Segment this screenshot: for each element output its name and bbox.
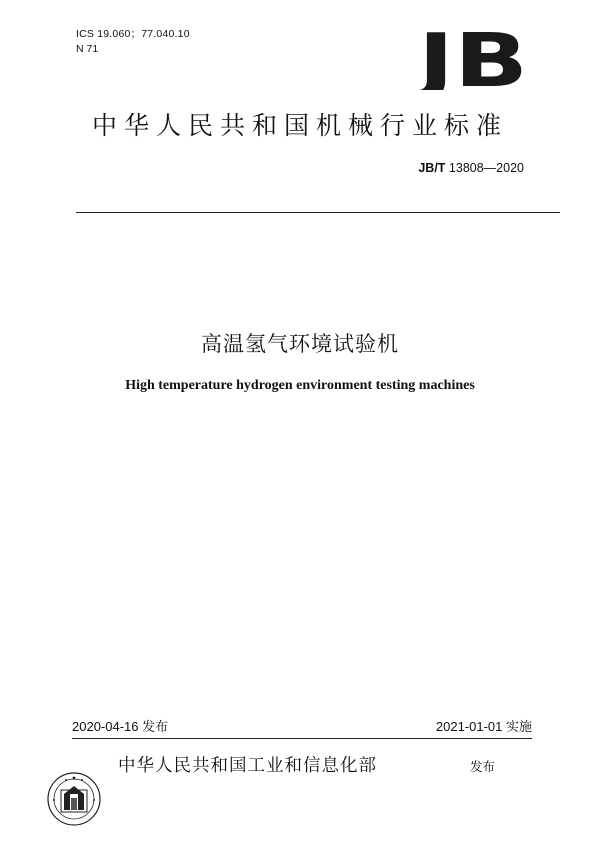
classification-code: N 71 (76, 43, 99, 55)
header-divider (76, 212, 560, 213)
standard-number (418, 161, 524, 175)
standard-category-title: 中华人民共和国机械行业标准 (91, 111, 508, 140)
ics-code: ICS 19.060；77.040.10 (76, 28, 190, 40)
document-title-cn: 高温氢气环境试验机 (201, 332, 399, 356)
footer-divider (72, 738, 532, 739)
standard-number-prefix: JB/T (418, 161, 446, 175)
implementation-date: 2021-01-01 实施 (435, 719, 532, 734)
standard-number-value: 13808—2020 (445, 161, 524, 175)
issuing-authority: 中华人民共和国工业和信息化部 (118, 756, 377, 776)
publish-date: 2020-04-16 发布 (72, 719, 169, 734)
issuing-suffix: 发布 (470, 759, 496, 774)
document-title-en: High temperature hydrogen environment testing machines (125, 378, 475, 393)
jb-logo (418, 28, 530, 95)
svg-text:JB: JB (418, 28, 528, 90)
ministry-seal-icon (44, 770, 104, 833)
